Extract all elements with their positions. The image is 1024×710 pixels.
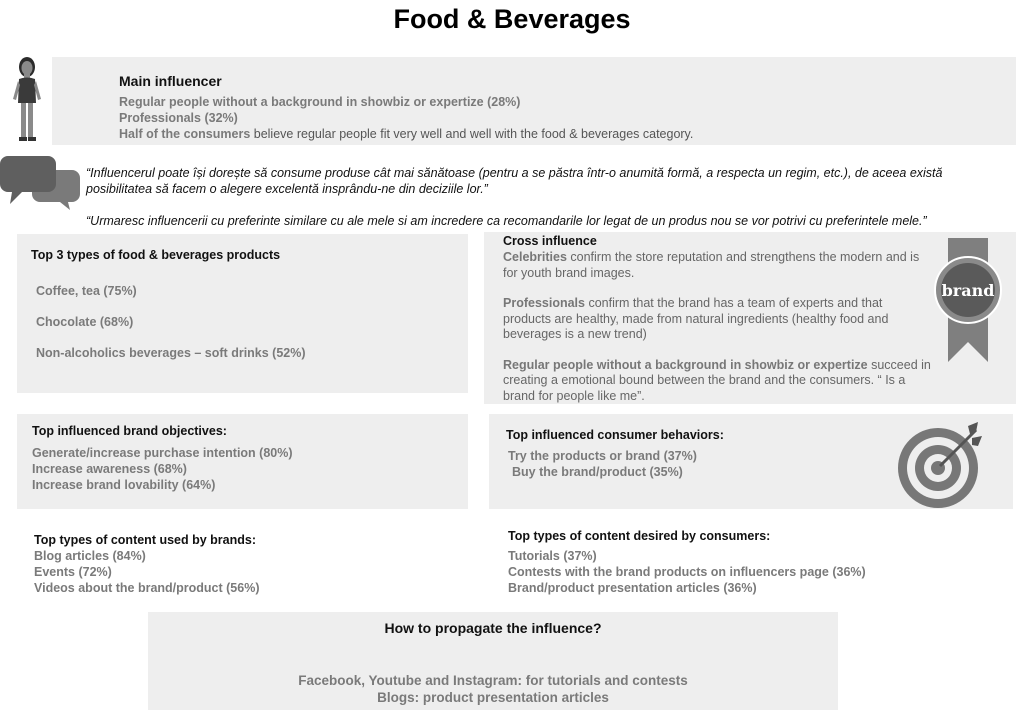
list-item: Generate/increase purchase intention (80%) <box>32 446 293 460</box>
list-item: Brand/product presentation articles (36%) <box>508 580 757 595</box>
main-influencer-list <box>119 95 693 142</box>
content-consumers-heading: Top types of content desired by consumers: <box>508 529 771 543</box>
woman-icon <box>8 55 46 145</box>
cross-paragraph-label: Celebrities <box>503 250 567 264</box>
list-item: Chocolate (68%) <box>36 315 134 329</box>
cross-paragraph-label: Regular people without a background in showbiz or expertize <box>503 357 868 372</box>
brand-objectives-list <box>32 446 293 493</box>
top-products-list <box>36 284 306 377</box>
cross-paragraph-body: confirm the store reputation and strengthens the modern and is for youth brand images. <box>503 250 920 280</box>
brand-badge-text: brand <box>941 281 995 300</box>
target-icon <box>894 420 986 512</box>
propagate-heading: How to propagate the influence? <box>384 620 602 636</box>
main-influencer-heading: Main influencer <box>119 73 222 89</box>
list-item: Try the products or brand (37%) <box>508 449 697 463</box>
cross-paragraph-body: confirm that the brand has a team of experts and that products are healthy, made from natural ingredients (healthy food and beverages is a new trend) <box>503 296 889 341</box>
cross-influence-text <box>503 250 933 419</box>
cross-paragraph <box>503 296 933 343</box>
consumer-quote-2: “Urmaresc influencerii cu preferinte similare cu ale mele si am incredere ca recomandarile lor legat de un produs nou se vor potrivi cu preferintele mele.” <box>86 214 927 228</box>
list-item: Events (72%) <box>34 564 112 579</box>
main-influencer-line: Professionals (32%) <box>119 110 238 125</box>
list-item: Videos about the brand/product (56%) <box>34 580 260 595</box>
list-item: Blogs: product presentation articles <box>377 690 609 705</box>
consumer-behaviors-heading: Top influenced consumer behaviors: <box>506 428 724 442</box>
main-influencer-line <box>119 127 693 143</box>
list-item: Non-alcoholics beverages – soft drinks (52%) <box>36 346 306 360</box>
brand-badge-icon <box>932 236 1004 364</box>
list-item: Tutorials (37%) <box>508 549 597 563</box>
list-item: Blog articles (84%) <box>34 549 146 563</box>
cross-paragraph-body: succeed in creating a emotional bound between the brand and the consumers. “ Is a brand for people like me”. <box>503 357 931 403</box>
top-products-heading: Top 3 types of food & beverages products <box>31 248 281 262</box>
content-brands-list <box>34 549 259 596</box>
list-item: Increase brand lovability (64%) <box>32 477 216 492</box>
speech-bubbles-icon <box>0 154 82 210</box>
half-consumers-text: believe regular people fit very well and well with the food & beverages category. <box>250 126 694 141</box>
cross-paragraph-label: Professionals <box>503 296 585 310</box>
cross-paragraph <box>503 250 933 281</box>
content-consumers-list <box>508 549 866 596</box>
list-item: Contests with the brand products on influencers page (36%) <box>508 564 866 579</box>
consumer-behaviors-list <box>508 449 697 481</box>
list-item: Coffee, tea (75%) <box>36 284 137 298</box>
main-influencer-line: Regular people without a background in showbiz or expertize (28%) <box>119 95 521 109</box>
list-item: Buy the brand/product (35%) <box>512 464 683 479</box>
half-consumers-label: Half of the consumers <box>119 126 251 141</box>
list-item: Facebook, Youtube and Instagram: for tutorials and contests <box>298 673 688 688</box>
content-brands-heading: Top types of content used by brands: <box>34 533 257 547</box>
consumer-quote-1: “Influencerul poate își dorește să consume produse cât mai sănătoase (pentru a se păstra într-o anumită formă, a respecta un regim, etc.), de aceea există posibilitatea să facem o alegere excelentă insprându-ne din deciziile lor.” <box>86 166 943 196</box>
page-title: Food & Beverages <box>393 4 631 34</box>
brand-objectives-heading: Top influenced brand objectives: <box>32 424 227 438</box>
cross-influence-heading: Cross influence <box>503 234 597 248</box>
cross-paragraph <box>503 358 933 405</box>
list-item: Increase awareness (68%) <box>32 461 187 476</box>
propagate-list <box>148 672 838 706</box>
